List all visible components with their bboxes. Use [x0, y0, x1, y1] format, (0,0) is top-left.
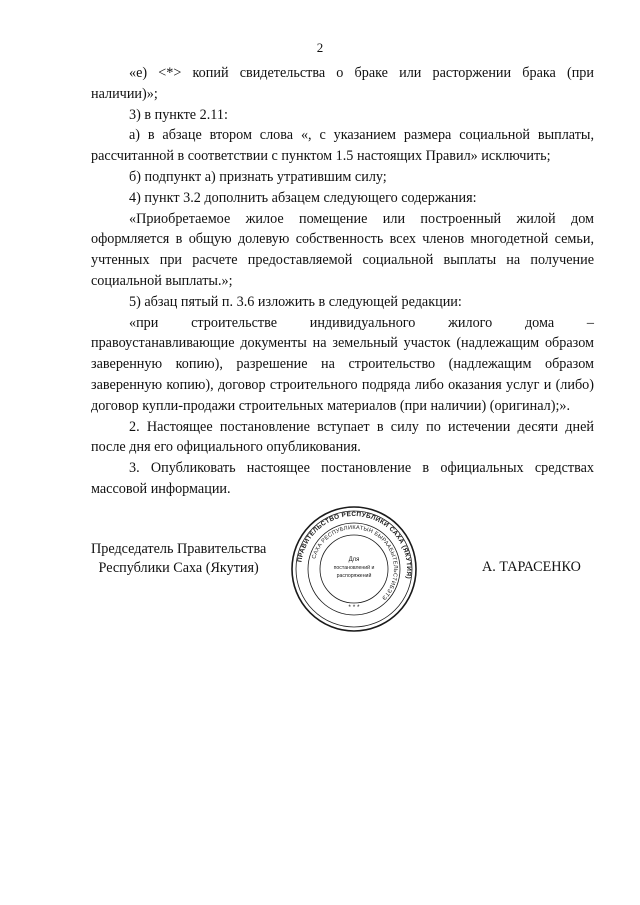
seal-center-line: постановлений и	[333, 565, 375, 571]
paragraph: «е) <*> копий свидетельства о браке или расторжении брака (при наличии)»;	[91, 65, 594, 102]
seal-inner-text: САХА РЕСПУБЛИКАТЫН БЫРААБЫТЕЛЬСТИБЭТЭ	[311, 524, 399, 601]
seal-center-line: Для	[348, 557, 360, 563]
official-seal-stamp	[290, 505, 418, 633]
paragraph: «Приобретаемое жилое помещение или построенный жилой дом оформляется в общую долевую собственность всех членов многодетной семьи, учтенных при расчете предоставляемой социальной выплаты на получение социальной выплаты.»;	[91, 210, 594, 289]
paragraph: 3) в пункте 2.11:	[129, 106, 228, 123]
paragraph: 5) абзац пятый п. 3.6 изложить в следующей редакции:	[129, 293, 462, 310]
signature-title	[91, 540, 266, 578]
signer-name: А. ТАРАСЕНКО	[482, 559, 581, 575]
signature-title-line1: Председатель Правительства	[91, 541, 267, 557]
paragraph: 3. Опубликовать настоящее постановление в официальных средствах массовой информации.	[91, 460, 594, 497]
signature-title-line2: Республики Саха (Якутия)	[98, 560, 259, 576]
seal-center-line: распоряжений	[336, 573, 372, 579]
paragraph: б) подпункт а) признать утратившим силу;	[129, 168, 387, 185]
paragraph: а) в абзаце втором слова «, с указанием размера социальной выплаты, рассчитанной в соответствии с пунктом 1.5 настоящих Правил» исключить;	[91, 127, 594, 165]
paragraph: 4) пункт 3.2 дополнить абзацем следующего содержания:	[129, 189, 477, 206]
seal-stars: * * *	[348, 604, 360, 611]
paragraph: 2. Настоящее постановление вступает в силу по истечении десяти дней после дня его официального опубликования.	[91, 418, 594, 456]
paragraph: «при строительстве индивидуального жилого дома – правоустанавливающие документы на земельный участок (надлежащим образом заверенную копию), разрешение на строительство (надлежащим образом заверенную копию), договор строительного подряда либо оказания услуг и (либо) договор купли-продажи строительных материалов (при наличии) (оригинал);».	[91, 314, 594, 414]
document-body	[91, 63, 594, 500]
seal-outer-text: ПРАВИТЕЛЬСТВО РЕСПУБЛИКИ САХА (ЯКУТИЯ)	[296, 510, 413, 580]
page-number: 2	[316, 40, 324, 55]
